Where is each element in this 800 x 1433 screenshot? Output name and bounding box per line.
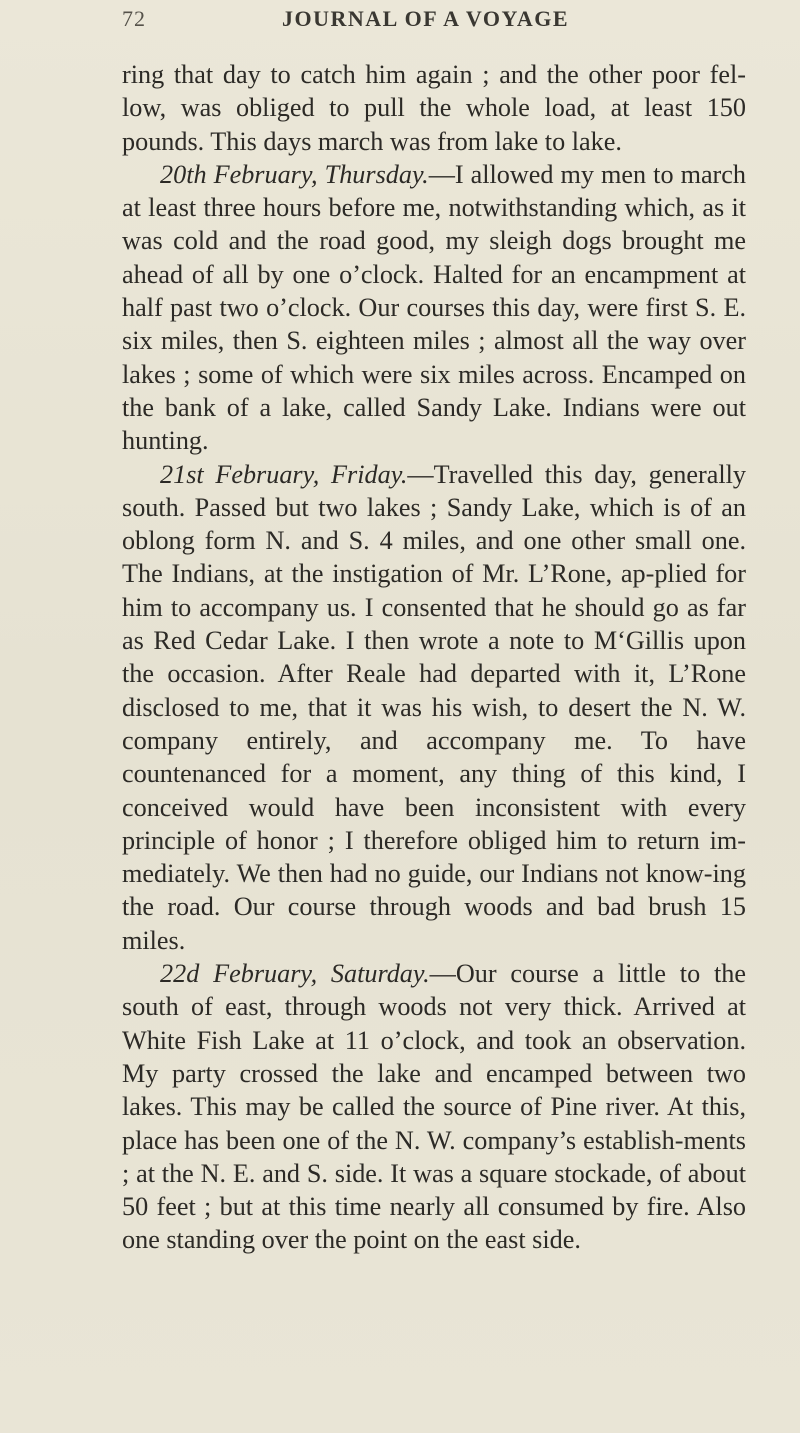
paragraph-text: ring that day to catch him again ; and the other poor fel-low, was obliged to pull the whole load, at least 150 pounds. This days march was from lake to lake. <box>122 60 746 156</box>
paragraph-continuation <box>122 58 746 158</box>
journal-entry-21st-february <box>122 458 746 957</box>
running-title: JOURNAL OF A VOYAGE <box>282 6 570 31</box>
entry-text: —Travelled this day, generally south. Passed but two lakes ; Sandy Lake, which is of an oblong form N. and S. 4 miles, and one other small one. The Indians, at the instigation of Mr. L’Rone, ap-plied for him to accompany us. I consented that he should go as far as Red Cedar Lake. I then wrote a note to M‘Gillis upon the occasion. After Reale had departed with it, L’Rone disclosed to me, that it was his wish, to desert the N. W. company entirely, and accompany me. To have countenanced for a moment, any thing of this kind, I conceived would have been inconsistent with every principle of honor ; I therefore obliged him to return im-mediately. We then had no guide, our Indians not know-ing the road. Our course through woods and bad brush 15 miles. <box>122 459 746 955</box>
entry-date: 21st February, Friday. <box>160 459 408 489</box>
body-text <box>122 58 746 1257</box>
page-number: 72 <box>122 6 146 31</box>
journal-entry-22d-february <box>122 957 746 1257</box>
entry-date: 20th February, Thursday. <box>160 159 429 189</box>
entry-date: 22d February, Saturday. <box>160 959 430 989</box>
entry-text: —I allowed my men to march at least three hours before me, notwithstanding which, as it was cold and the road good, my sleigh dogs brought me ahead of all by one o’clock. Halted for an encampment at half past two o’clock. Our courses this day, were first S. E. six miles, then S. eighteen miles ; almost all the way over lakes ; some of which were six miles across. Encamped on the bank of a lake, called Sandy Lake. Indians were out hunting. <box>122 159 746 456</box>
journal-entry-20th-february <box>122 158 746 458</box>
running-head <box>122 6 742 40</box>
entry-text: —Our course a little to the south of east, through woods not very thick. Arrived at White Fish Lake at 11 o’clock, and took an observation. My party crossed the lake and encamped between two lakes. This may be called the source of Pine river. At this, place has been one of the N. W. company’s establish-ments ; at the N. E. and S. side. It was a square stockade, of about 50 feet ; but at this time nearly all consumed by fire. Also one standing over the point on the east side. <box>122 959 746 1255</box>
